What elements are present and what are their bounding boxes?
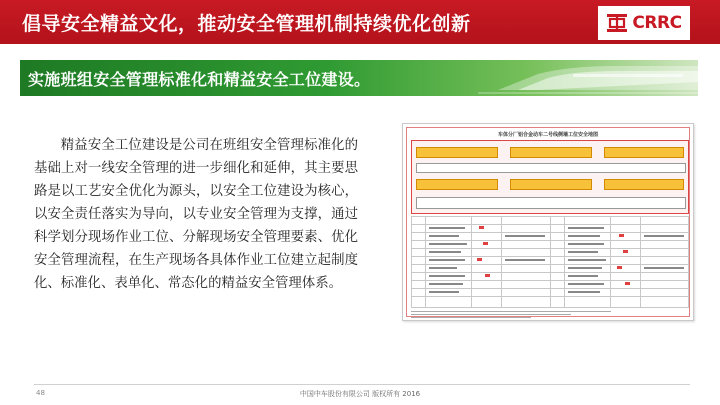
workstation-map: [411, 140, 689, 214]
page-title: 倡导安全精益文化，推动安全管理机制持续优化创新: [22, 13, 471, 35]
page-number: 48: [36, 389, 45, 397]
footer-divider: [34, 384, 690, 385]
rail-row: [416, 163, 686, 173]
crrc-logo-mark-icon: [606, 12, 628, 34]
workstation-5: [510, 179, 592, 190]
document-border: [406, 127, 690, 317]
crrc-logo: [598, 6, 690, 40]
workstation-4: [416, 179, 498, 190]
section-title: 实施班组安全管理标准化和精益安全工位建设。: [28, 70, 371, 89]
workstation-2: [510, 147, 592, 158]
legend-row: [416, 197, 686, 209]
body-paragraph: 精益安全工位建设是公司在班组安全管理标准化的基础上对一线安全管理的进一步细化和延伸，其主要思路是以工艺安全优化为源头，以安全工位建设为核心，以安全责任落实为导向，以专业安全管理为支撑，通过科学划分现场作业工位、分解现场安全管理要素、优化安全管理流程，在生产现场各具体作业工位建立起制度化、标准化、表单化、常态化的精益安全管理体系。: [34, 138, 358, 291]
logo-text: CRRC: [632, 13, 682, 33]
document-notes: [411, 310, 689, 318]
safety-map-document: [402, 123, 694, 321]
section-banner: [20, 60, 698, 96]
copyright-text: 中国中车股份有限公司 版权所有 2016: [299, 390, 421, 398]
workstation-1: [416, 147, 498, 158]
train-decoration-icon: [478, 60, 698, 96]
workstation-6: [604, 179, 684, 190]
workstation-3: [604, 147, 684, 158]
header-bar: [0, 0, 720, 44]
document-title: 车体分厂铝合金动车二号线侧墙工位安全地图: [497, 132, 598, 138]
hazard-table: [411, 216, 689, 308]
